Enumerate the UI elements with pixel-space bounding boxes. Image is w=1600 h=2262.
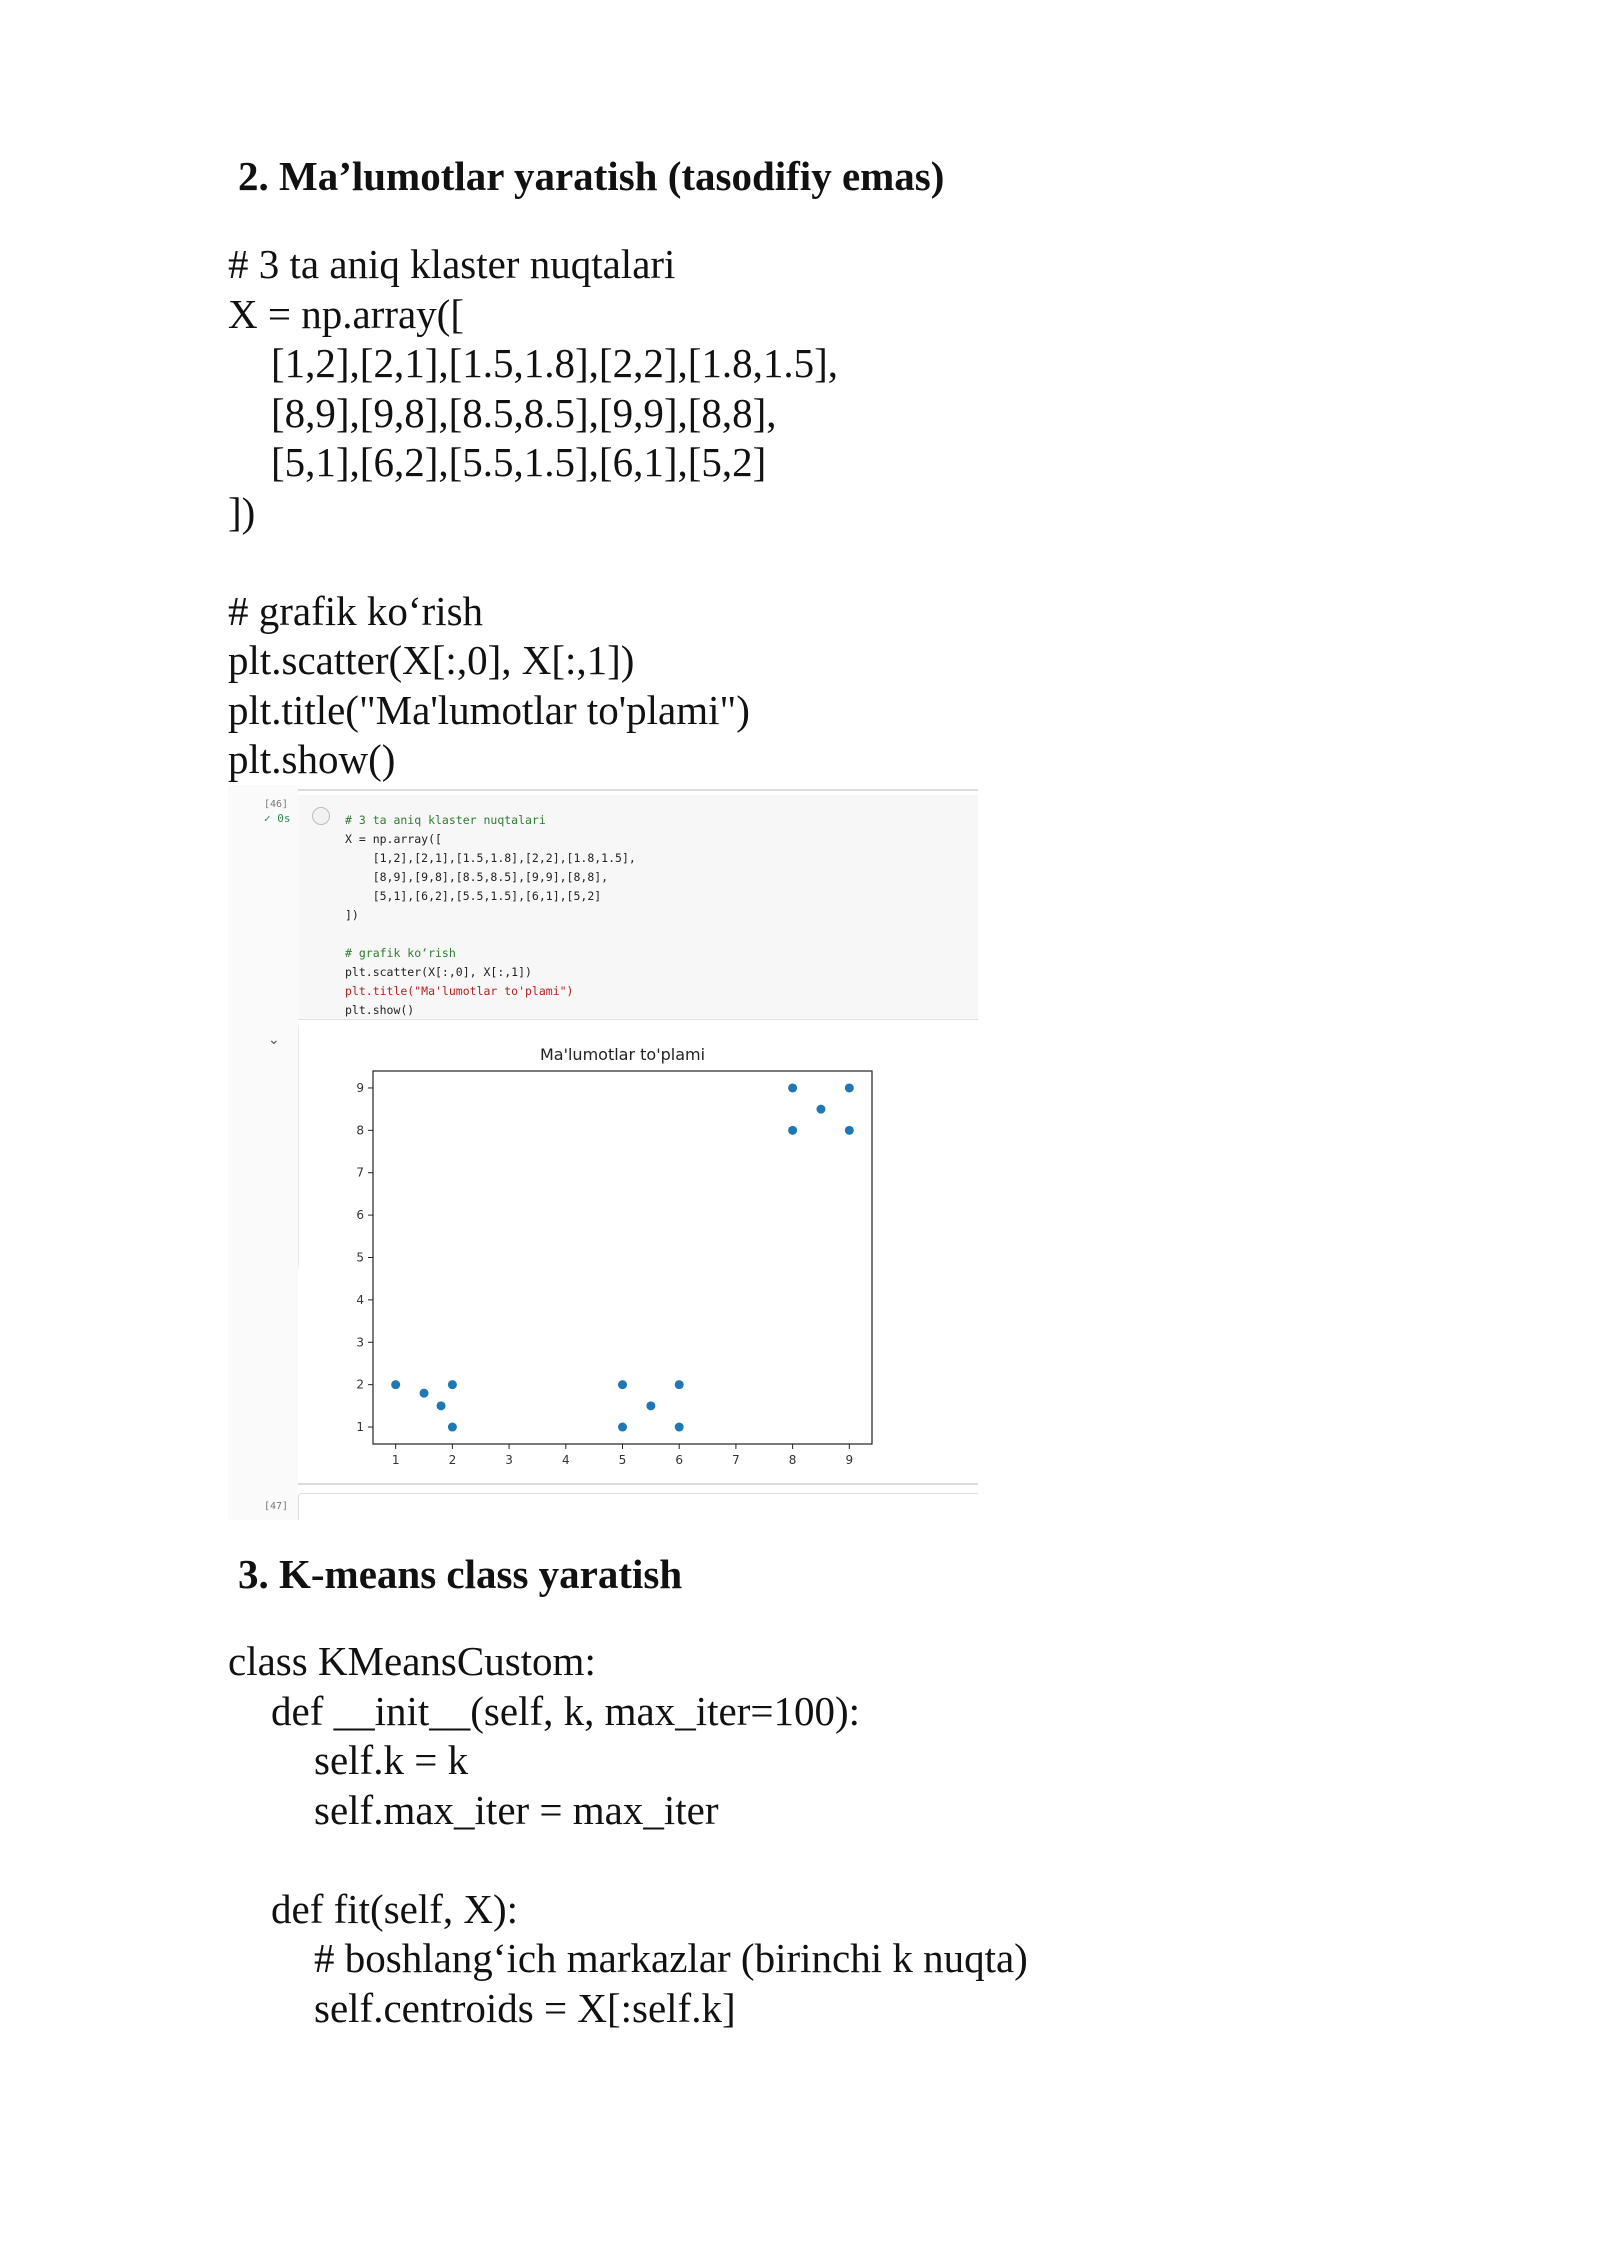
x-tick-label: 5 (618, 1453, 627, 1467)
y-tick-label: 1 (356, 1420, 364, 1435)
divider (298, 1483, 978, 1485)
x-tick-label: 9 (845, 1453, 854, 1467)
x-tick-label: 3 (505, 1453, 513, 1467)
code-line: X = np.array([ (228, 290, 464, 337)
chart-title: Ma'lumotlar to'plami (539, 1045, 706, 1064)
y-tick-label: 7 (356, 1165, 364, 1180)
notebook-screenshot (228, 785, 978, 1520)
code-line: # 3 ta aniq klaster nuqtalari (228, 241, 676, 287)
scatter-point (618, 1423, 627, 1432)
run-status: ✓ 0s (264, 812, 291, 825)
code-block (228, 1637, 1028, 2033)
code-line: plt.title("Ma'lumotlar to'plami") (228, 686, 750, 733)
code-line: def fit(self, X): (271, 1885, 519, 1932)
section-heading: 2. Ma’lumotlar yaratish (tasodifiy emas) (238, 153, 945, 199)
code-line: self.max_iter = max_iter (314, 1786, 719, 1833)
scatter-point (845, 1126, 854, 1135)
x-tick-label: 4 (561, 1453, 570, 1467)
code-line: self.k = k (314, 1737, 469, 1783)
code-line: ]) (228, 488, 256, 535)
code-line: plt.show() (228, 736, 396, 782)
code-line: def __init__(self, k, max_iter=100): (271, 1687, 861, 1734)
next-execution-count: [47] (264, 1501, 289, 1512)
y-tick-label: 6 (356, 1208, 364, 1223)
scatter-point (448, 1380, 457, 1389)
y-tick-label: 4 (356, 1292, 364, 1307)
scatter-point (816, 1105, 825, 1114)
y-tick-label: 2 (356, 1377, 364, 1392)
section-heading: 3. K-means class yaratish (238, 1551, 683, 1597)
scatter-chart (228, 785, 978, 1520)
code-line: # boshlang‘ich markazlar (birinchi k nuqta) (314, 1935, 1028, 1981)
y-tick-label: 9 (356, 1080, 364, 1095)
scatter-point (788, 1083, 797, 1092)
x-tick-label: 1 (391, 1453, 400, 1467)
code-line: [5,1],[6,2],[5.5,1.5],[6,1],[5,2] (271, 439, 767, 485)
collapse-output-chevron-icon[interactable]: ⌄ (268, 1032, 280, 1048)
code-line: [8,9],[9,8],[8.5,8.5],[9,9],[8,8], (271, 389, 777, 436)
scatter-point (420, 1389, 429, 1398)
scatter-point (845, 1083, 854, 1092)
x-tick-label: 8 (788, 1453, 797, 1467)
scatter-point (646, 1401, 655, 1410)
x-tick-label: 2 (448, 1453, 457, 1467)
cell-code-line: plt.show() (345, 1003, 415, 1017)
code-line: self.centroids = X[:self.k] (314, 1984, 736, 2031)
y-tick-label: 3 (356, 1335, 364, 1350)
scatter-point (437, 1401, 446, 1410)
scatter-point (675, 1423, 684, 1432)
cell-code-line: X = np.array([ (345, 832, 442, 846)
scatter-point (448, 1423, 457, 1432)
cell-code-line: ]) (345, 908, 359, 922)
code-line (228, 1835, 1028, 1885)
code-line: [1,2],[2,1],[1.5,1.8],[2,2],[1.8,1.5], (271, 340, 839, 386)
execution-count: [46] (264, 799, 289, 810)
code-line (228, 537, 838, 587)
y-tick-label: 5 (356, 1250, 364, 1265)
code-line: # grafik ko‘rish (228, 587, 484, 634)
code-block (228, 240, 838, 785)
scatter-point (618, 1380, 627, 1389)
x-tick-label: 7 (732, 1453, 740, 1467)
scatter-point (788, 1126, 797, 1135)
next-code-cell[interactable] (298, 1493, 978, 1520)
cell-code-line: plt.title("Ma'lumotlar to'plami") (345, 984, 574, 998)
scatter-point (391, 1380, 400, 1389)
code-line: plt.scatter(X[:,0], X[:,1]) (228, 637, 635, 683)
cell-code-line: [1,2],[2,1],[1.5,1.8],[2,2],[1.8,1.5], (345, 851, 636, 865)
x-tick-label: 6 (675, 1453, 684, 1467)
cell-code-line: # 3 ta aniq klaster nuqtalari (345, 813, 546, 827)
cell-code-line: # grafik ko‘rish (345, 946, 456, 960)
cell-code-line: [8,9],[9,8],[8.5,8.5],[9,9],[8,8], (345, 870, 609, 884)
scatter-point (675, 1380, 684, 1389)
cell-code-line: [5,1],[6,2],[5.5,1.5],[6,1],[5,2] (345, 889, 602, 903)
cell-code-line: plt.scatter(X[:,0], X[:,1]) (345, 965, 532, 979)
code-line: class KMeansCustom: (228, 1638, 596, 1684)
y-tick-label: 8 (356, 1123, 364, 1138)
